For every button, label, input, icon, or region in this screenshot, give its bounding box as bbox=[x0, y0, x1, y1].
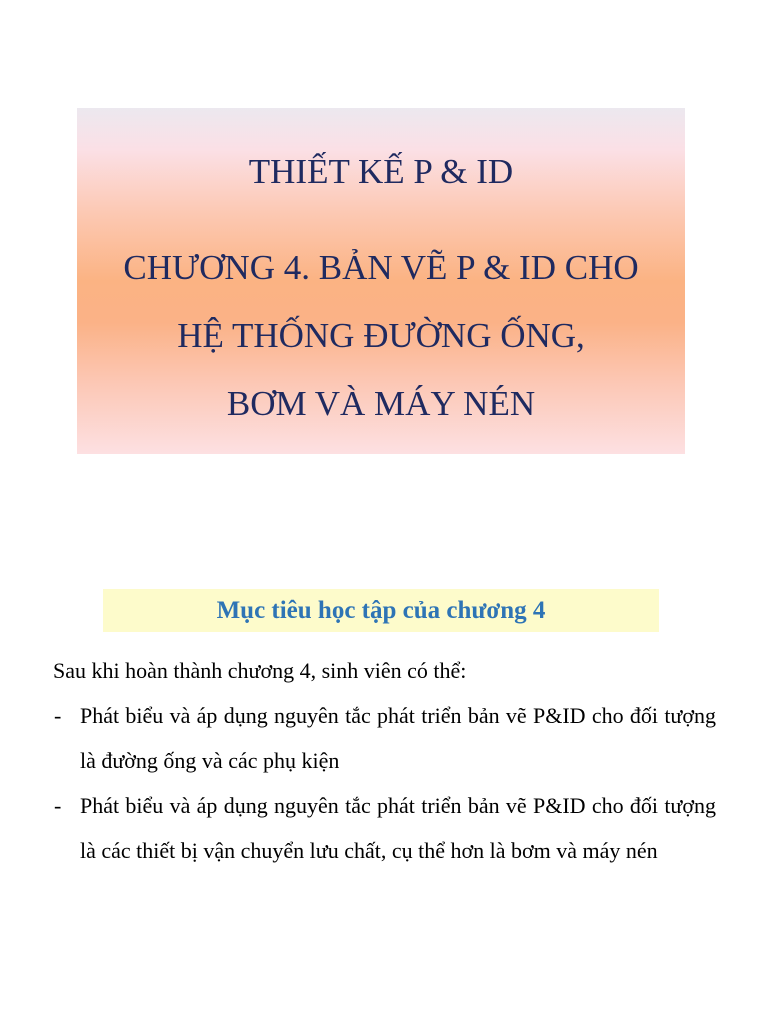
document-title: THIẾT KẾ P & ID bbox=[248, 152, 514, 191]
title-banner bbox=[77, 108, 685, 454]
objectives-heading: Mục tiêu học tập của chương 4 bbox=[216, 597, 546, 624]
chapter-title-line-2: HỆ THỐNG ĐƯỜNG ỐNG, bbox=[177, 316, 585, 355]
objectives-intro: Sau khi hoàn thành chương 4, sinh viên có thể: bbox=[53, 658, 467, 683]
chapter-title bbox=[77, 234, 685, 438]
chapter-title-line-3: BƠM VÀ MÁY NÉN bbox=[226, 384, 536, 423]
objectives-body bbox=[52, 648, 716, 873]
objective-item-text: Phát biểu và áp dụng nguyên tắc phát triển bản vẽ P&ID cho đối tượng là đường ống và các phụ kiện bbox=[80, 703, 716, 773]
objective-item bbox=[52, 693, 716, 783]
objectives-heading-box bbox=[103, 589, 659, 632]
objective-item bbox=[52, 783, 716, 873]
objective-item-text: Phát biểu và áp dụng nguyên tắc phát triển bản vẽ P&ID cho đối tượng là các thiết bị vận chuyển lưu chất, cụ thể hơn là bơm và máy nén bbox=[80, 793, 716, 863]
bullet-marker: - bbox=[54, 793, 62, 818]
chapter-title-line-1: CHƯƠNG 4. BẢN VẼ P & ID CHO bbox=[123, 248, 639, 287]
bullet-marker: - bbox=[54, 703, 62, 728]
